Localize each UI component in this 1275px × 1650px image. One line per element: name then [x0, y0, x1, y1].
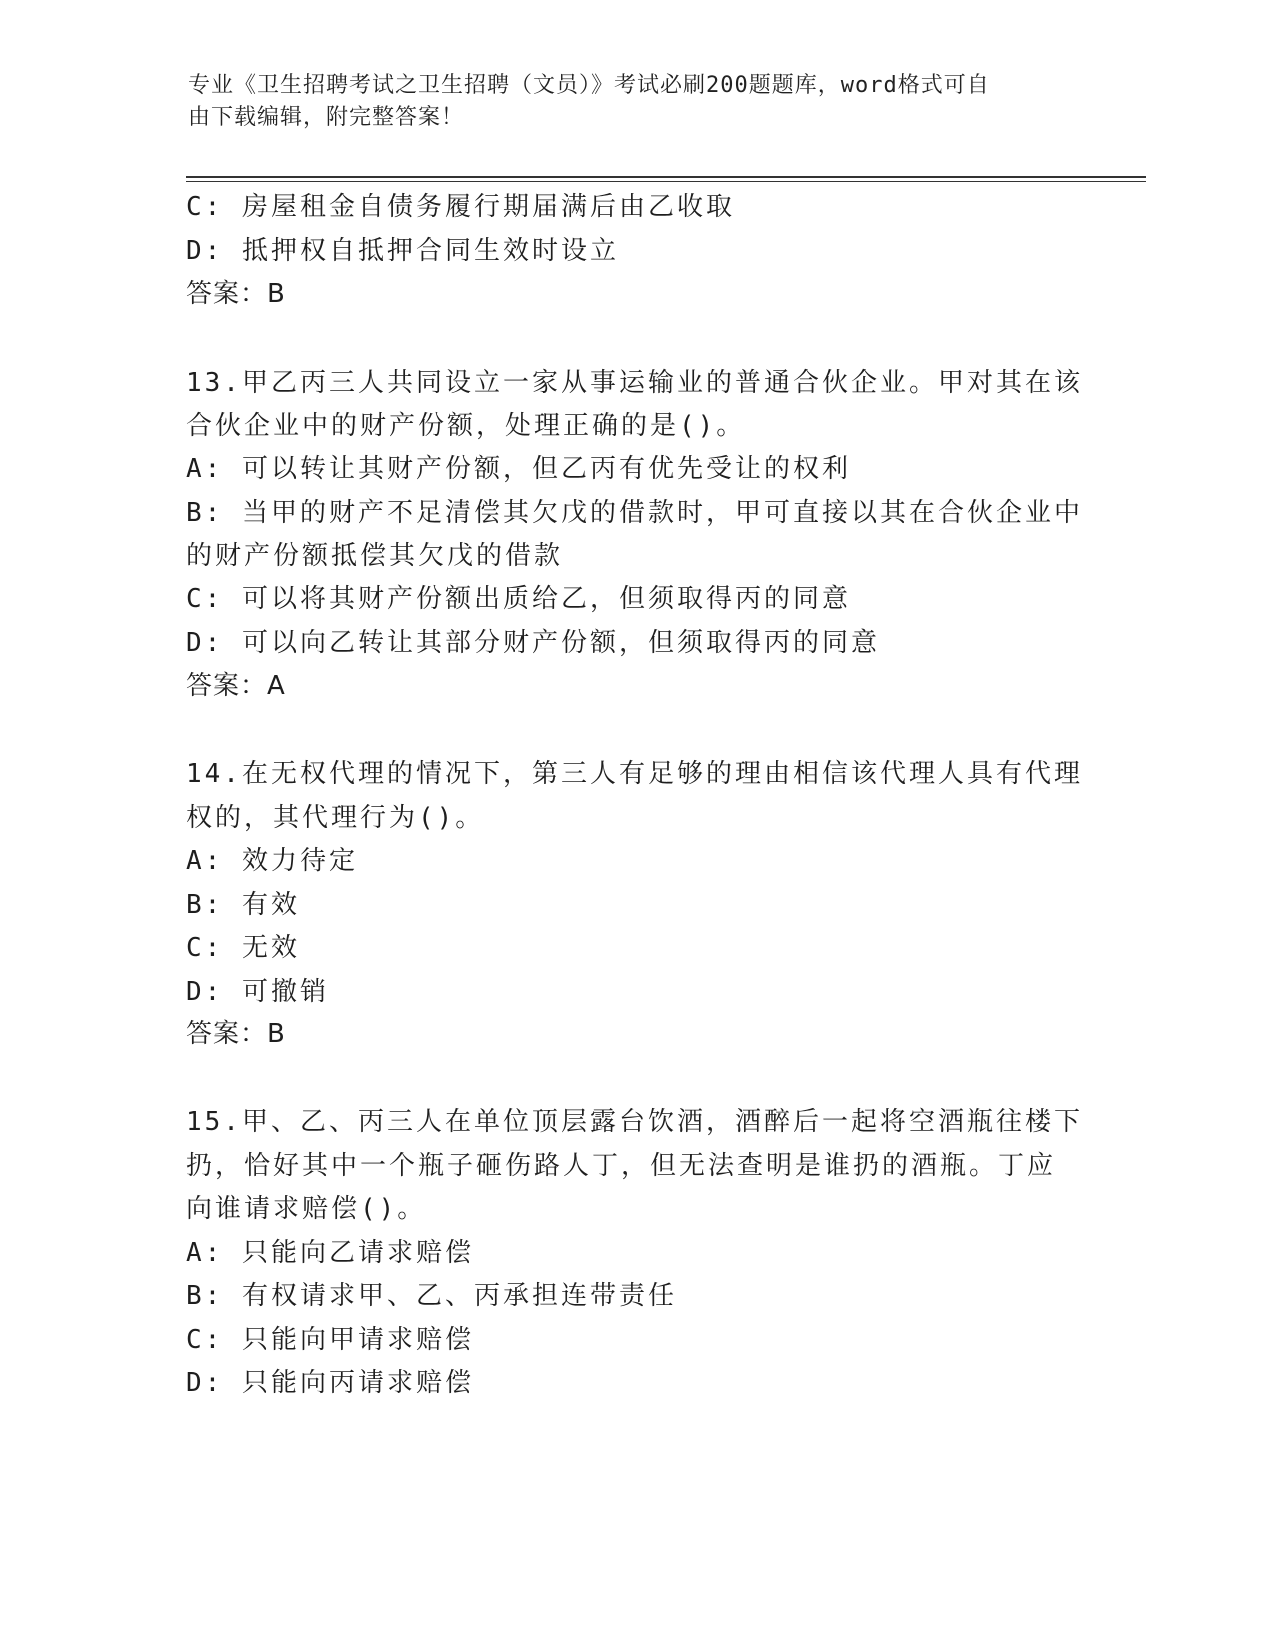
- q13-option-b-line-2: 的财产份额抵偿其欠戊的借款: [186, 541, 564, 571]
- q13-answer: 答案：A: [186, 671, 286, 701]
- q14-option-c: C: 无效: [186, 933, 300, 963]
- q14-option-b: B: 有效: [186, 890, 300, 920]
- document-header: [188, 70, 1068, 134]
- header-divider-thick: [186, 176, 1146, 178]
- q14-stem-line-2: 权的，其代理行为()。: [186, 803, 485, 833]
- q14-answer: 答案：B: [186, 1019, 286, 1049]
- prev-option-d: D: 抵押权自抵押合同生效时设立: [186, 236, 619, 266]
- q15-stem-line-1: 15.甲、乙、丙三人在单位顶层露台饮酒，酒醉后一起将空酒瓶往楼下: [186, 1107, 1083, 1137]
- prev-answer: 答案：B: [186, 279, 286, 309]
- q13-stem-line-2: 合伙企业中的财产份额，处理正确的是()。: [186, 411, 746, 441]
- q13-option-d: D: 可以向乙转让其部分财产份额，但须取得丙的同意: [186, 628, 880, 658]
- q15-stem-line-2: 扔，恰好其中一个瓶子砸伤路人丁，但无法查明是谁扔的酒瓶。丁应: [186, 1151, 1057, 1181]
- header-line-2: 由下载编辑，附完整答案！: [188, 105, 465, 130]
- prev-option-c: C: 房屋租金自债务履行期届满后由乙收取: [186, 192, 735, 222]
- q14-option-a: A: 效力待定: [186, 846, 358, 876]
- q14-stem-line-1: 14.在无权代理的情况下，第三人有足够的理由相信该代理人具有代理: [186, 759, 1083, 789]
- q15-option-b: B: 有权请求甲、乙、丙承担连带责任: [186, 1281, 677, 1311]
- q14-option-d: D: 可撤销: [186, 977, 329, 1007]
- header-line-1: 专业《卫生招聘考试之卫生招聘（文员）》考试必刷200题题库，word格式可自: [188, 73, 990, 98]
- q15-option-a: A: 只能向乙请求赔偿: [186, 1238, 474, 1268]
- q13-option-a: A: 可以转让其财产份额，但乙丙有优先受让的权利: [186, 454, 851, 484]
- q15-option-c: C: 只能向甲请求赔偿: [186, 1325, 474, 1355]
- q13-option-c: C: 可以将其财产份额出质给乙，但须取得丙的同意: [186, 584, 851, 614]
- q15-option-d: D: 只能向丙请求赔偿: [186, 1368, 474, 1398]
- q13-option-b-line-1: B: 当甲的财产不足清偿其欠戊的借款时，甲可直接以其在合伙企业中: [186, 498, 1083, 528]
- q13-stem-line-1: 13.甲乙丙三人共同设立一家从事运输业的普通合伙企业。甲对其在该: [186, 368, 1083, 398]
- q15-stem-line-3: 向谁请求赔偿()。: [186, 1194, 427, 1224]
- header-divider-thin: [186, 181, 1146, 182]
